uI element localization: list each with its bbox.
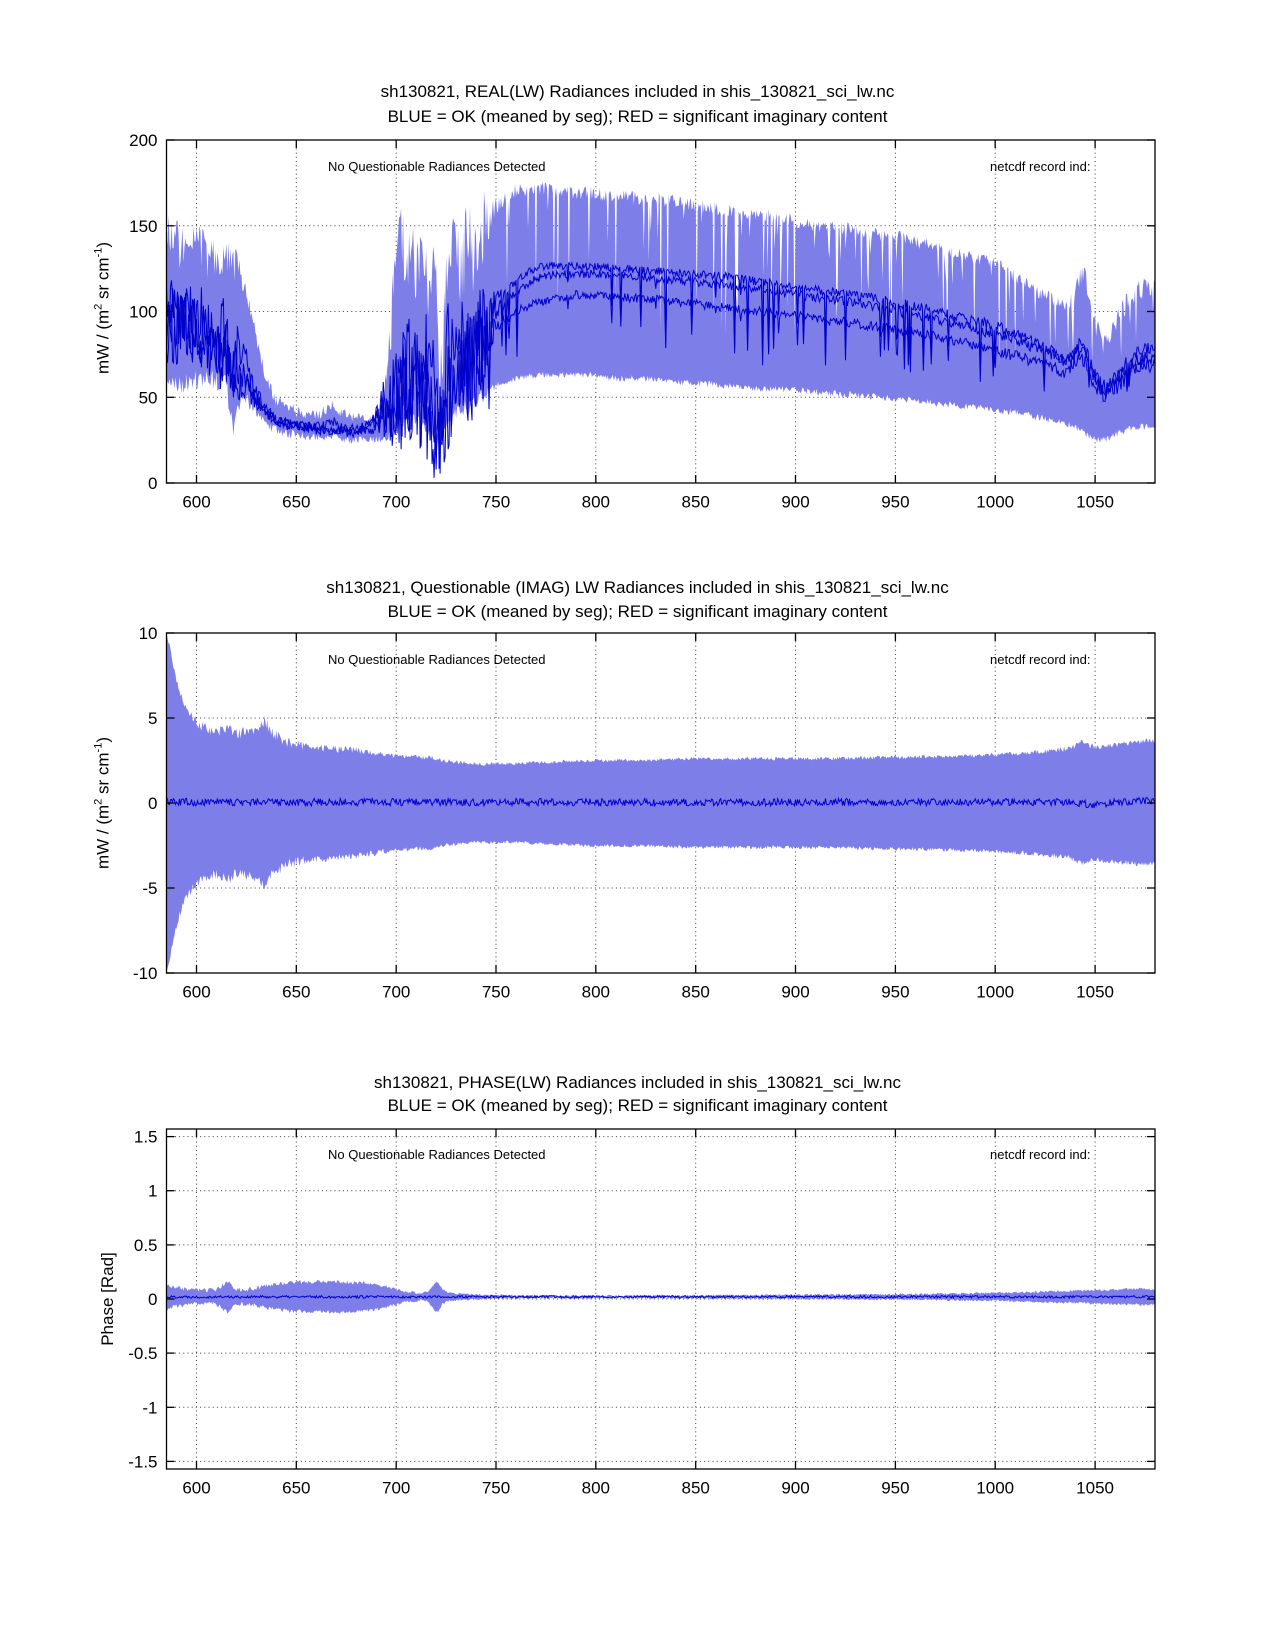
x-tick-label: 900 — [781, 1478, 810, 1498]
annotation-no-questionable: No Questionable Radiances Detected — [328, 652, 546, 667]
x-tick-label: 750 — [481, 982, 511, 1002]
x-tick-label: 700 — [382, 1478, 411, 1498]
chart-real-lw — [129, 131, 1155, 512]
x-tick-label: 1050 — [1076, 982, 1115, 1002]
annotation-no-questionable: No Questionable Radiances Detected — [328, 1147, 546, 1162]
y-tick-label: 0 — [148, 1290, 158, 1309]
y-tick-label: 5 — [148, 709, 158, 728]
y-tick-label: 10 — [138, 624, 158, 643]
y-tick-label: -10 — [132, 964, 158, 983]
y-tick-label: 50 — [138, 388, 158, 408]
y-tick-label: -0.5 — [128, 1344, 158, 1364]
annotation-no-questionable: No Questionable Radiances Detected — [328, 159, 546, 174]
chart-subtitle: BLUE = OK (meaned by seg); RED = significant imaginary content — [387, 1096, 888, 1115]
x-tick-label: 900 — [781, 982, 810, 1002]
x-tick-label: 650 — [282, 492, 311, 512]
x-tick-label: 950 — [881, 982, 910, 1002]
x-tick-label: 750 — [481, 492, 511, 512]
y-axis-label: mW / ($m^2$ sr $cm^{-1}$) — [92, 241, 113, 375]
y-tick-label: 1 — [148, 1181, 158, 1201]
x-tick-label: 700 — [382, 492, 411, 512]
chart-title: sh130821, Questionable (IMAG) LW Radiances included in shis_130821_sci_lw.nc — [326, 578, 949, 597]
x-tick-label: 1050 — [1076, 492, 1115, 512]
x-tick-label: 650 — [282, 982, 311, 1002]
chart-title: sh130821, REAL(LW) Radiances included in shis_130821_sci_lw.nc — [380, 82, 895, 101]
y-tick-label: 0.5 — [133, 1235, 158, 1255]
annotation-netcdf-record: netcdf record ind: — [990, 159, 1091, 174]
annotation-netcdf-record: netcdf record ind: — [990, 652, 1091, 667]
x-tick-label: 1000 — [976, 492, 1015, 512]
x-tick-label: 950 — [881, 1478, 910, 1498]
y-axis-label: Phase [Rad] — [98, 1252, 117, 1346]
y-tick-label: 0 — [148, 794, 158, 813]
y-tick-label: 150 — [129, 216, 158, 236]
chart-phase-lw — [128, 1128, 1155, 1498]
chart-subtitle: BLUE = OK (meaned by seg); RED = significant imaginary content — [387, 602, 888, 621]
x-tick-label: 950 — [881, 492, 910, 512]
envelope-band — [167, 633, 1156, 972]
x-tick-label: 600 — [182, 982, 211, 1002]
x-tick-label: 650 — [282, 1478, 311, 1498]
x-tick-label: 900 — [781, 492, 810, 512]
x-tick-label: 850 — [681, 492, 710, 512]
x-tick-label: 600 — [182, 1478, 211, 1498]
x-tick-label: 700 — [382, 982, 411, 1002]
y-tick-label: -1 — [142, 1398, 158, 1418]
x-tick-label: 1000 — [976, 982, 1015, 1002]
x-tick-label: 800 — [581, 1478, 610, 1498]
y-tick-label: 100 — [129, 302, 158, 322]
chart-subtitle: BLUE = OK (meaned by seg); RED = significant imaginary content — [387, 107, 888, 126]
annotation-netcdf-record: netcdf record ind: — [990, 1147, 1091, 1162]
x-tick-label: 800 — [581, 492, 610, 512]
x-tick-label: 850 — [681, 1478, 710, 1498]
y-tick-label: 0 — [148, 474, 158, 493]
x-tick-label: 600 — [182, 492, 211, 512]
chart-imag-lw — [133, 624, 1155, 1002]
y-tick-label: 200 — [129, 131, 158, 150]
y-tick-label: 1.5 — [133, 1127, 158, 1147]
x-tick-label: 800 — [581, 982, 610, 1002]
x-tick-label: 850 — [681, 982, 710, 1002]
chart-title: sh130821, PHASE(LW) Radiances included in shis_130821_sci_lw.nc — [374, 1073, 901, 1092]
y-axis-label: mW / ($m^2$ sr $cm^{-1}$) — [92, 736, 113, 870]
envelope-band — [167, 182, 1156, 450]
y-tick-label: -5 — [142, 879, 158, 898]
x-tick-label: 1000 — [976, 1478, 1015, 1498]
y-tick-label: -1.5 — [128, 1452, 158, 1472]
x-tick-label: 1050 — [1076, 1478, 1115, 1498]
x-tick-label: 750 — [481, 1478, 511, 1498]
